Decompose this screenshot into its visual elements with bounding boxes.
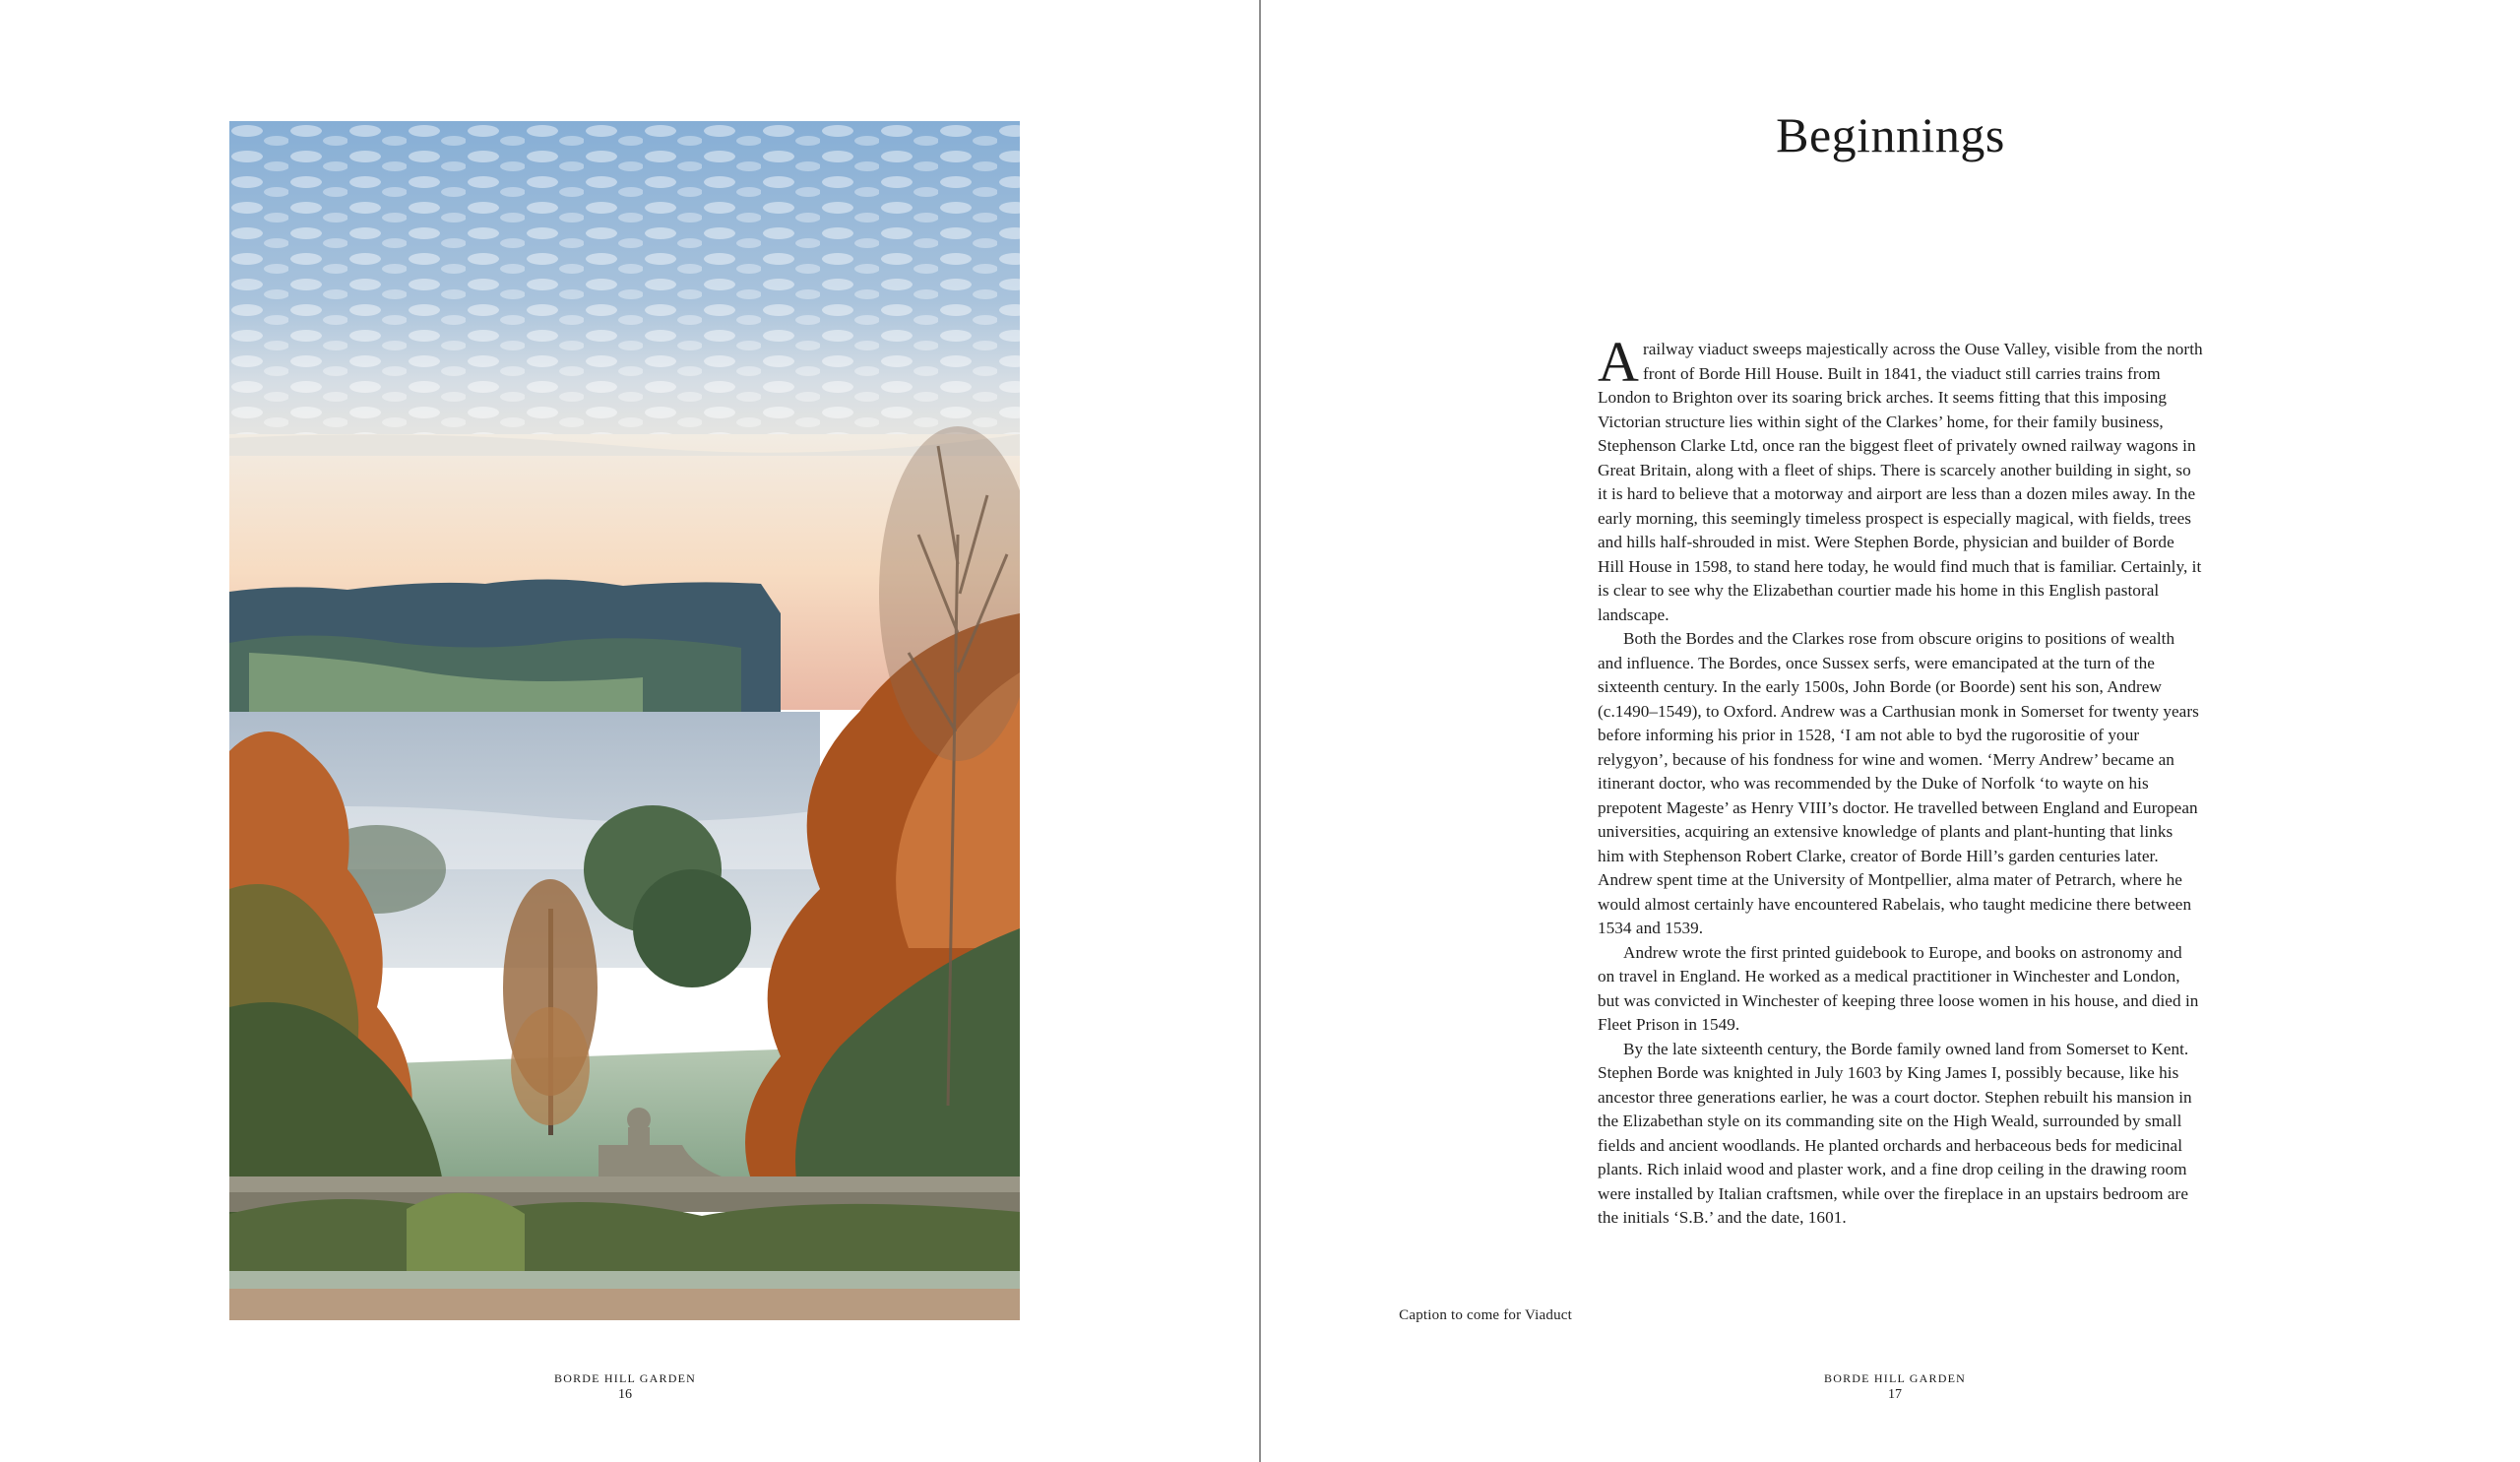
- photo-illustration: [229, 121, 1020, 1320]
- chapter-title: Beginnings: [1776, 107, 2005, 162]
- paragraph-2: Both the Bordes and the Clarkes rose from obscure origins to positions of wealth and influence. The Bordes, once Sussex serfs, were emancipated at the turn of the sixteenth century. In the early 1500s, John Borde (or Boorde) sent his son, Andrew (c.1490–1549), to Oxford. Andrew was a Carthusian monk in Somerset for twenty years before informing his prior in 1528, ‘I am not able to byd the rugorositie of your relygyon’, because of his fondness for wine and women. ‘Merry Andrew’ became an itinerant doctor, who was recommended by the Duke of Norfolk ‘to wayte on his prepotent Mageste’ as Henry VIII’s doctor. He travelled between England and European universities, acquiring an extensive knowledge of plants and plant-hunting that links him with Stephenson Robert Clarke, creator of Borde Hill’s garden centuries later. Andrew spent time at the University of Montpellier, alma mater of Petrarch, where he would almost certainly have encountered Rabelais, who taught medicine there between 1534 and 1539.: [1598, 629, 2199, 937]
- running-head-left: BORDE HILL GARDEN: [554, 1371, 696, 1385]
- running-head-right: BORDE HILL GARDEN: [1824, 1371, 1966, 1385]
- page-number-right: 17: [1888, 1387, 1902, 1402]
- left-folio: [477, 1370, 773, 1404]
- drop-cap: A: [1598, 330, 1639, 394]
- left-page: [0, 0, 1259, 1462]
- photo-caption: Caption to come for Viaduct: [1399, 1307, 1572, 1323]
- gutter-divider: [1259, 0, 1261, 1462]
- paragraph-1: [1598, 330, 2203, 627]
- paragraph-3: Andrew wrote the first printed guidebook to Europe, and books on astronomy and on travel in England. He worked as a medical practitioner in Winchester and London, but was convicted in Winchester of keeping three loose women in his house, and died in Fleet Prison in 1549.: [1598, 942, 2199, 1034]
- paragraph-1-text: railway viaduct sweeps majestically across the Ouse Valley, visible from the north front of Borde Hill House. Built in 1841, the viaduct still carries trains from London to Brighton over its soaring brick arches. It seems fitting that this imposing Victorian structure lies within sight of the Clarkes’ home, for their family business, Stephenson Clarke Ltd, once ran the biggest fleet of privately owned railway wagons in Great Britain, along with a fleet of ships. There is scarcely another building in sight, so it is hard to believe that a motorway and airport are less than a dozen miles away. In the early morning, this seemingly timeless prospect is especially magical, with fields, trees and hills half-shrouded in mist. Were Stephen Borde, physician and builder of Borde Hill House in 1598, to stand here today, he would find much that is familiar. Certainly, it is clear to see why the Elizabethan courtier made his home in this English pastoral landscape.: [1598, 340, 2203, 624]
- page-number-left: 16: [618, 1387, 632, 1402]
- viaduct-photograph: [229, 121, 1020, 1320]
- body-text: [1598, 330, 2203, 1231]
- right-folio: [1747, 1370, 2043, 1404]
- paragraph-4: By the late sixteenth century, the Borde family owned land from Somerset to Kent. Stephen Borde was knighted in July 1603 by King James I, possibly because, like his ancestor three generations earlier, he was a court doctor. Stephen rebuilt his mansion in the Elizabethan style on its commanding site on the High Weald, surrounded by small fields and ancient woodlands. He planted orchards and herbaceous beds for medicinal plants. Rich inlaid wood and plaster work, and a fine drop ceiling in the drawing room were installed by Italian craftsmen, while over the fireplace in an upstairs bedroom are the initials ‘S.B.’ and the date, 1601.: [1598, 1039, 2192, 1227]
